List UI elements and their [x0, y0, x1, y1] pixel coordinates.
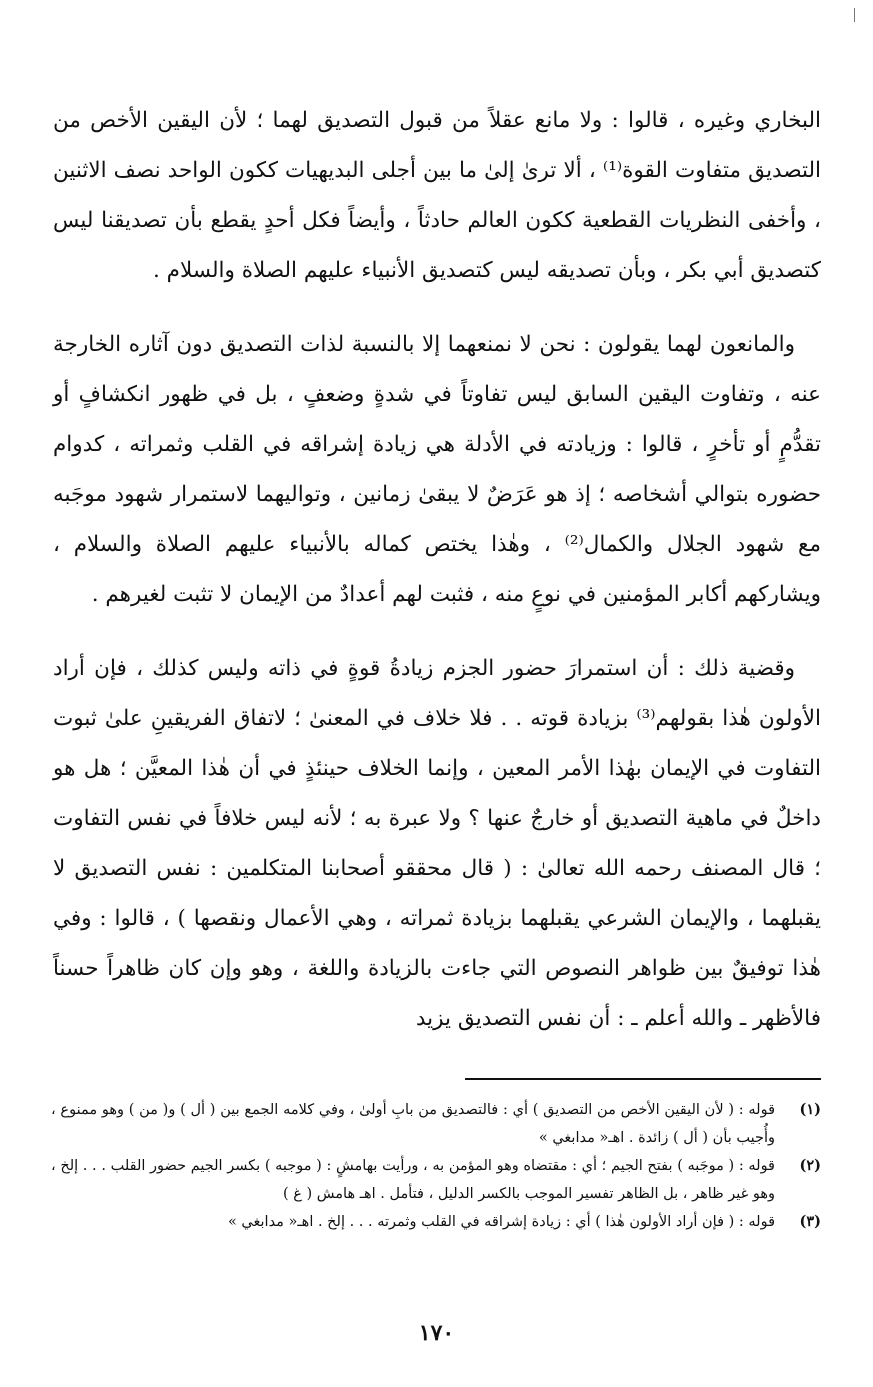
scan-mark [854, 8, 855, 22]
footnote-text: قوله : ( فإن أراد الأولون هٰذا ) أي : زيادة إشراقه في القلب وثمرته . . . إلخ . اهـ« مدابغي » [227, 1214, 775, 1230]
paragraph-3: وقضية ذلك : أن استمرارَ حضور الجزم زيادةُ قوةٍ في ذاته وليس كذلك ، فإن أراد الأولون هٰذا بقولهم⁽³⁾ بزيادة قوته . . فلا خلاف في المعنىٰ ؛ لاتفاق الفريقينِ علىٰ ثبوت التفاوت في الإيمان بهٰذا الأمر المعين ، وإنما الخلاف حينئذٍ في أن هٰذا المعيَّن ؛ هل هو داخلٌ في ماهية التصديق أو خارجٌ عنها ؟ ولا عبرة به ؛ لأنه ليس خلافاً في نفس التفاوت ؛ قال المصنف رحمه الله تعالىٰ : ( قال محققو أصحابنا المتكلمين : نفس التصديق لا يقبلهما ، والإيمان الشرعي يقبلهما بزيادة ثمراته ، وهي الأعمال ونقصها ) ، قالوا : وفي هٰذا توفيقٌ بين ظواهر النصوص التي جاءت بالزيادة واللغة ، وهو وإن كان ظاهراً حسناً فالأظهر ـ والله أعلم ـ : أن نفس التصديق يزيد [53, 656, 821, 1031]
footnote-1 [51, 1096, 821, 1152]
paragraph-2: والمانعون لهما يقولون : نحن لا نمنعهما إلا بالنسبة لذات التصديق دون آثاره الخارجة عنه ، وتفاوت اليقين السابق ليس تفاوتاً في شدةٍ وضعفٍ ، بل في ظهور انكشافٍ أو تقدُّمٍ أو تأخرٍ ، قالوا : وزيادته في الأدلة هي زيادة إشراقه في القلب وثمراته ، كدوام حضوره بتوالي أشخاصه ؛ إذ هو عَرَضٌ لا يبقىٰ زمانين ، وتواليهما لاستمرار شهود موجَبه مع شهود الجلال والكمال⁽²⁾ ، وهٰذا يختص كماله بالأنبياء عليهم الصلاة والسلام ، ويشاركهم أكابر المؤمنين في نوعٍ منه ، فثبت لهم أعدادٌ من الإيمان لا تثبت لغيرهم . [53, 332, 821, 607]
footnotes [51, 1096, 821, 1236]
footnote-text: قوله : ( لأن اليقين الأخص من التصديق ) أي : فالتصديق من بابِ أولىٰ ، وفي كلامه الجمع بين ( أل ) و( من ) وهو ممنوع ، وأُجيب بأن ( أل ) زائدة . اهـ« مدابغي » [51, 1102, 775, 1146]
main-text [53, 96, 821, 1068]
paragraph-1: البخاري وغيره ، قالوا : ولا مانع عقلاً من قبول التصديق لهما ؛ لأن اليقين الأخص من التصديق متفاوت القوة⁽¹⁾ ، ألا ترىٰ إلىٰ ما بين أجلى البديهيات ككون الواحد نصف الاثنين ، وأخفى النظريات القطعية ككون العالم حادثاً ، وأيضاً فكل أحدٍ يقطع بأن تصديقنا ليس كتصديق أبي بكر ، وبأن تصديقه ليس كتصديق الأنبياء عليهم الصلاة والسلام . [53, 108, 821, 283]
footnote-number: (٣) [799, 1213, 821, 1230]
footnote-number: (٢) [799, 1157, 821, 1174]
footnote-2 [51, 1152, 821, 1208]
footnote-separator [465, 1078, 821, 1080]
footnote-text: قوله : ( موجَبه ) بفتح الجيم ؛ أي : مقتضاه وهو المؤمن به ، ورأيت بهامشٍ : ( موجبه ) بكسر الجيم حضور القلب . . . إلخ ، وهو غير ظاهر ، بل الظاهر تفسير الموجب بالكسر الدليل ، فتأمل . اهـ هامش ( غ ) [51, 1158, 775, 1202]
footnote-3 [51, 1208, 821, 1236]
footnote-number: (١) [799, 1101, 821, 1118]
page-number: ١٧٠ [418, 1320, 455, 1346]
